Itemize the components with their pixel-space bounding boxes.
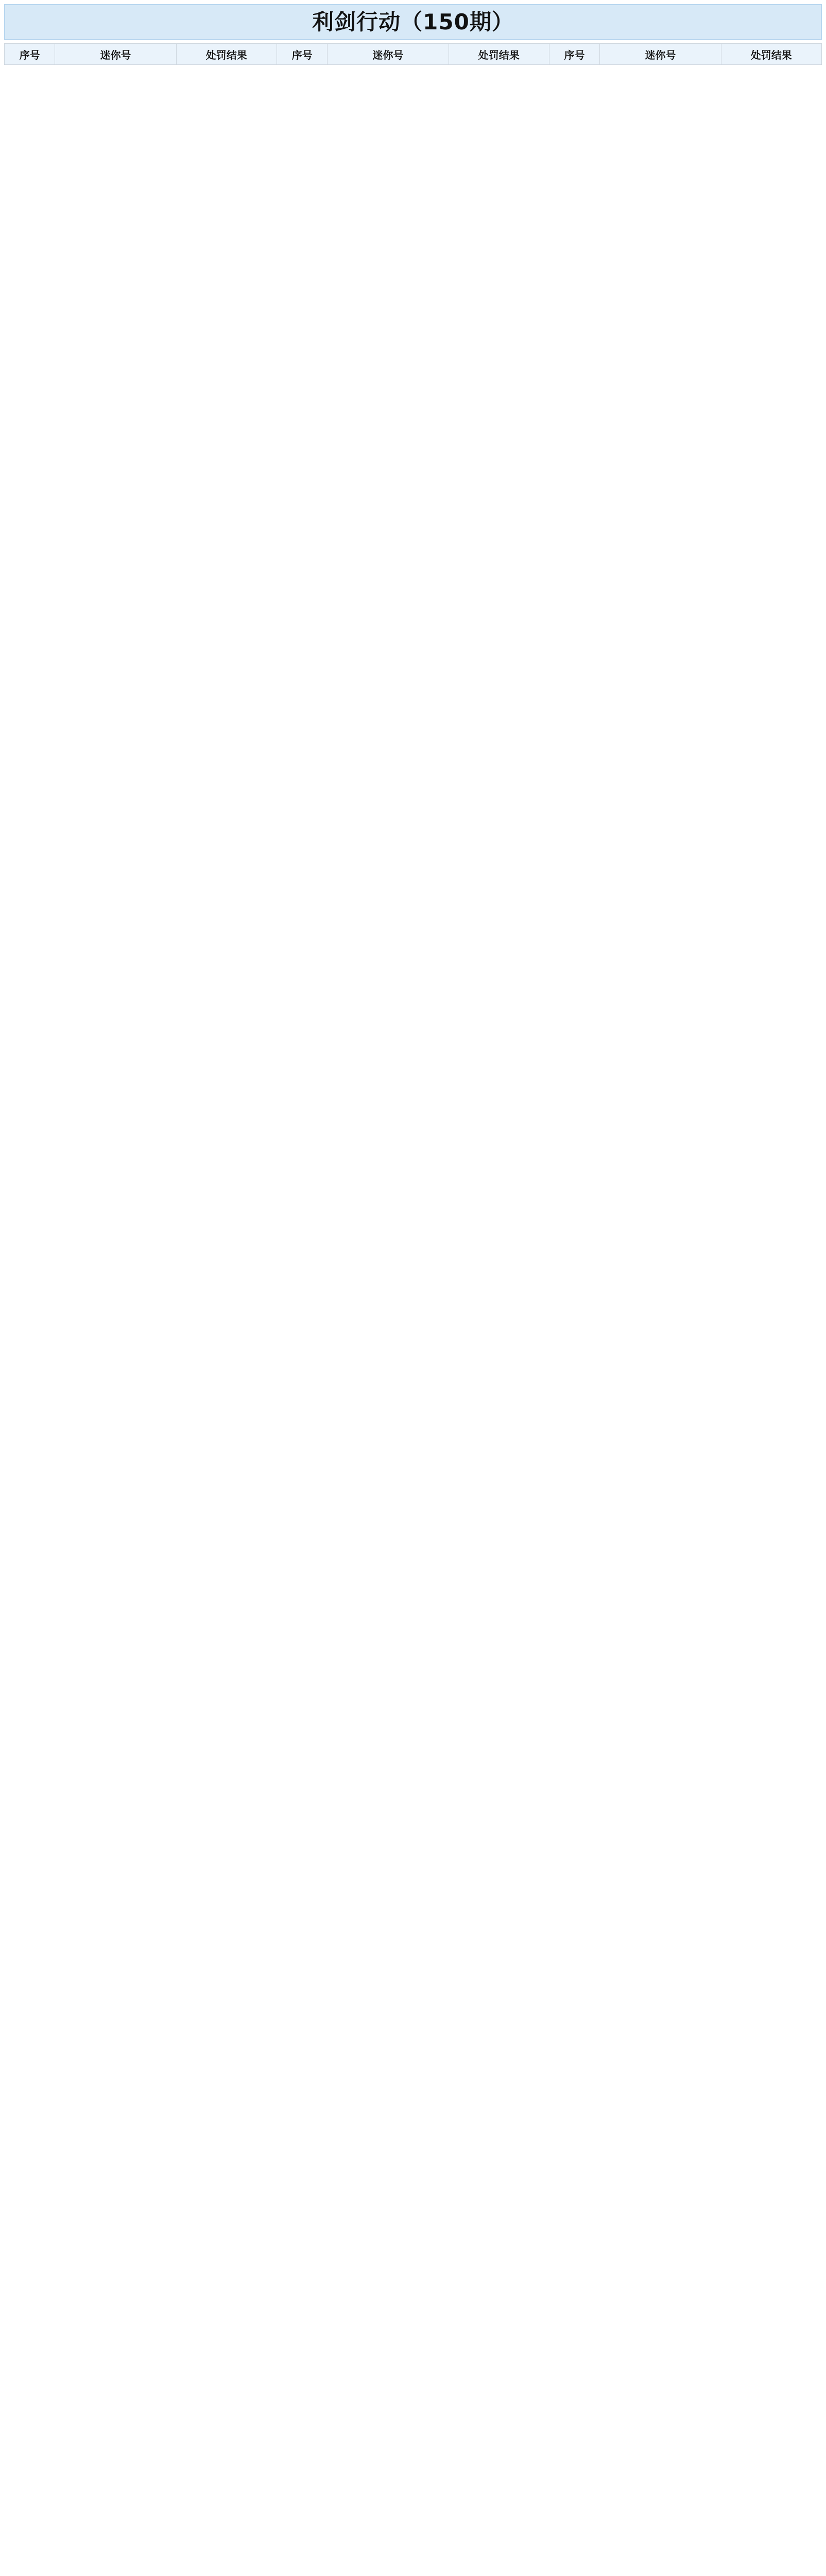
header-mini-id-1: 迷你号	[55, 44, 176, 65]
title-banner	[4, 4, 822, 40]
page-title: 利剑行动（150期）	[312, 9, 514, 35]
header-result-2: 处罚结果	[449, 44, 549, 65]
header-result-1: 处罚结果	[176, 44, 277, 65]
header-seq-3: 序号	[549, 44, 599, 65]
header-result-3: 处罚结果	[721, 44, 821, 65]
results-table-wrapper	[4, 43, 822, 2576]
results-table	[4, 43, 822, 65]
table-header	[5, 44, 822, 65]
header-mini-id-2: 迷你号	[328, 44, 449, 65]
header-seq-1: 序号	[5, 44, 55, 65]
header-mini-id-3: 迷你号	[600, 44, 721, 65]
header-seq-2: 序号	[277, 44, 327, 65]
header-row	[5, 44, 822, 65]
